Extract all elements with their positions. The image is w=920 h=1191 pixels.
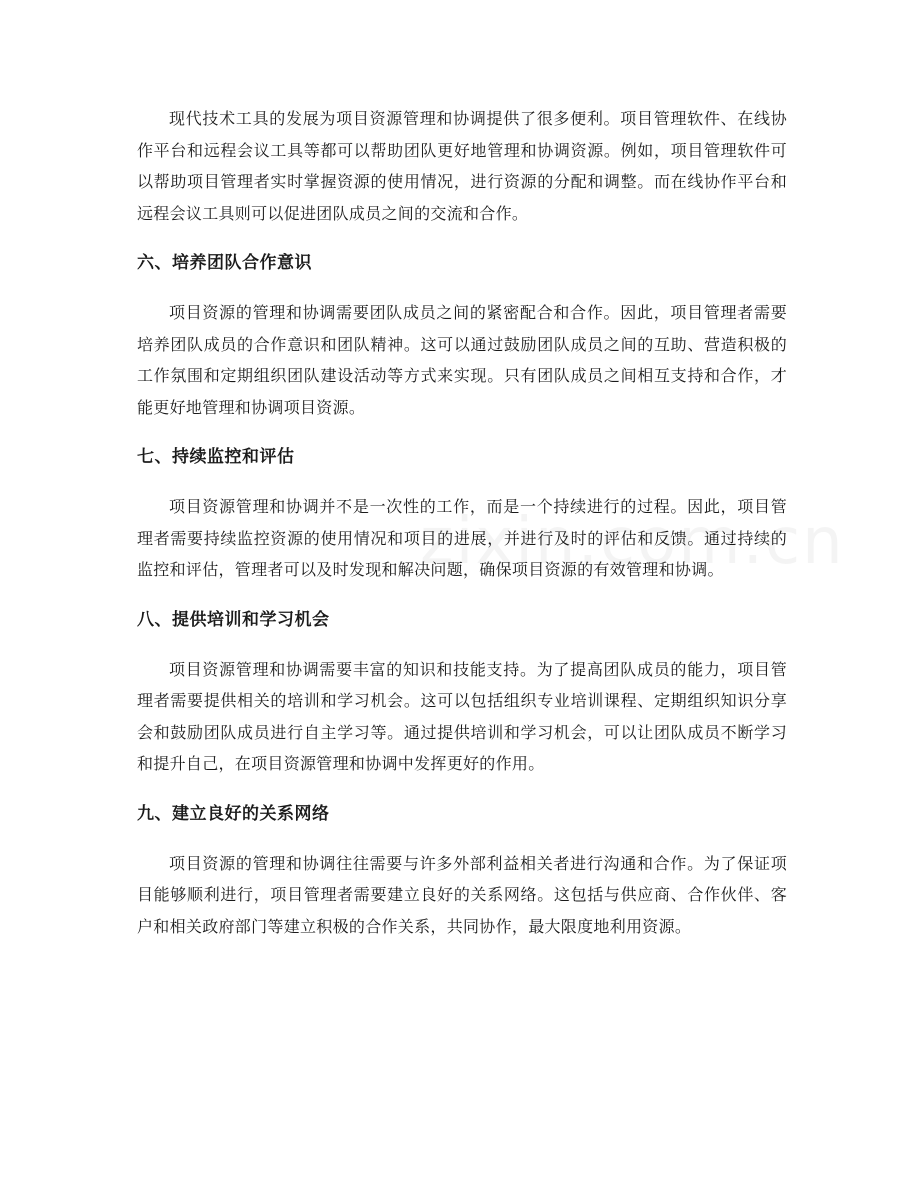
section-heading-7: 七、持续监控和评估 [137, 447, 295, 467]
section-paragraph-7: 项目资源管理和协调并不是一次性的工作，而是一个持续进行的过程。因此，项目管理者需要持续监控资源的使用情况和项目的进展，并进行及时的评估和反馈。通过持续的监控和评估，管理者可以及时发现和解决问题，确保项目资源的有效管理和协调。 [137, 497, 787, 579]
section-paragraph-6: 项目资源的管理和协调需要团队成员之间的紧密配合和合作。因此，项目管理者需要培养团队成员的合作意识和团队精神。这可以通过鼓励团队成员之间的互助、营造积极的工作氛围和定期组织团队建设活动等方式来实现。只有团队成员之间相互支持和合作，才能更好地管理和协调项目资源。 [137, 303, 787, 417]
section-paragraph-9: 项目资源的管理和协调往往需要与许多外部利益相关者进行沟通和合作。为了保证项目能够顺利进行，项目管理者需要建立良好的关系网络。这包括与供应商、合作伙伴、客户和相关政府部门等建立积极的合作关系，共同协作，最大限度地利用资源。 [137, 853, 787, 936]
document-body [137, 103, 787, 942]
section-heading-8: 八、提供培训和学习机会 [137, 609, 330, 630]
section-heading-6: 六、培养团队合作意识 [137, 253, 312, 273]
section-heading-9: 九、建立良好的关系网络 [137, 803, 330, 824]
section-paragraph-8: 项目资源管理和协调需要丰富的知识和技能支持。为了提高团队成员的能力，项目管理者需要提供相关的培训和学习机会。这可以包括组织专业培训课程、定期组织知识分享会和鼓励团队成员进行自主学习等。通过提供培训和学习机会，可以让团队成员不断学习和提升自己，在项目资源管理和协调中发挥更好的作用。 [137, 659, 787, 773]
intro-paragraph: 现代技术工具的发展为项目资源管理和协调提供了很多便利。项目管理软件、在线协作平台和远程会议工具等都可以帮助团队更好地管理和协调资源。例如，项目管理软件可以帮助项目管理者实时掌握资源的使用情况，进行资源的分配和调整。而在线协作平台和远程会议工具则可以促进团队成员之间的交流和合作。 [137, 109, 787, 223]
